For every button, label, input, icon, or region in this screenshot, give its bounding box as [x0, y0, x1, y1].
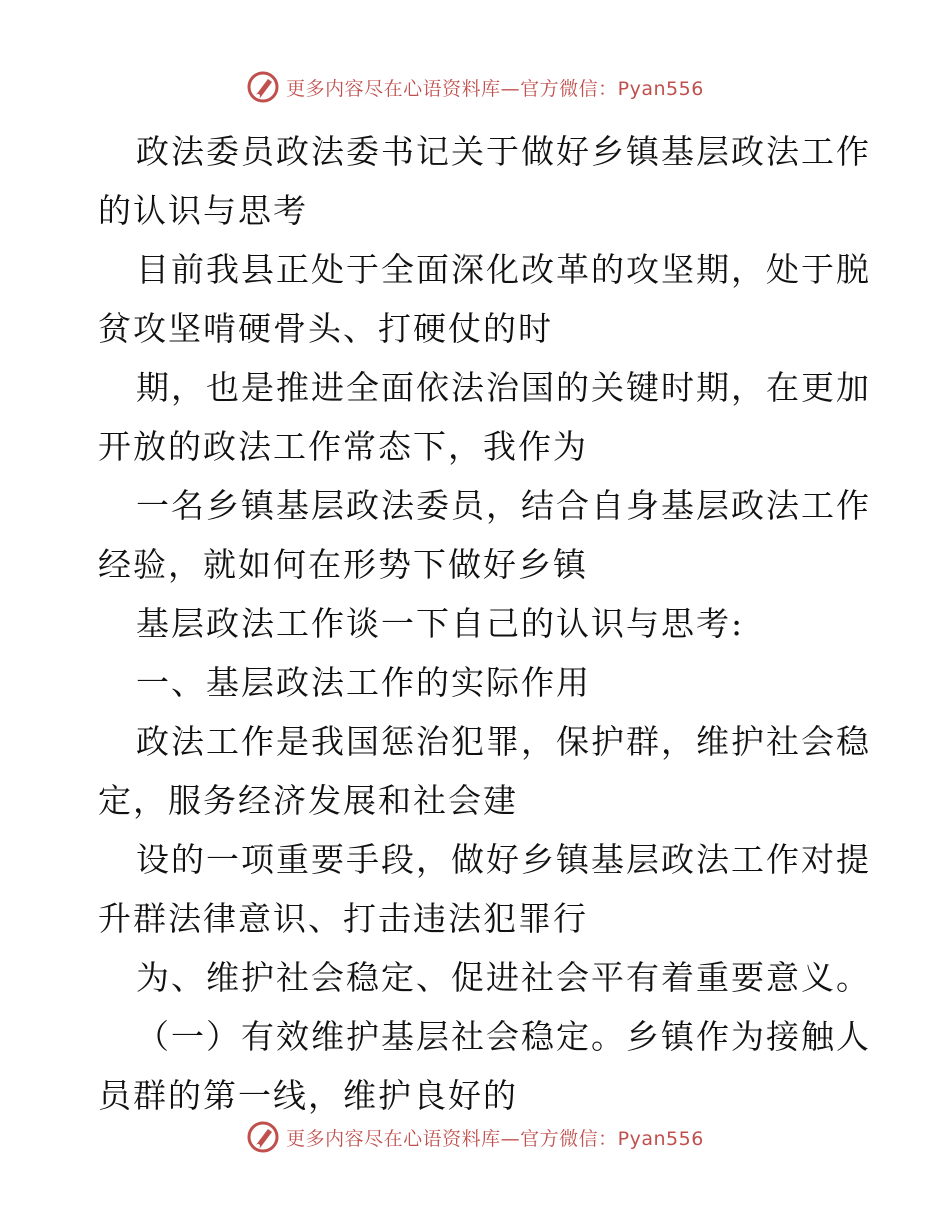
document-line: 升群法律意识、打击违法犯罪行: [98, 899, 588, 938]
document-line: 基层政法工作谈一下自己的认识与思考:: [136, 604, 745, 643]
document-line: （一）有效维护基层社会稳定。乡镇作为接触人: [136, 1017, 871, 1056]
document-line: 期，也是推进全面依法治国的关键时期，在更加: [136, 368, 871, 407]
document-line: 设的一项重要手段，做好乡镇基层政法工作对提: [136, 840, 871, 879]
watermark-text: 更多内容尽在心语资料库—官方微信：Pyan556: [286, 1127, 704, 1150]
document-body: [98, 122, 871, 1125]
document-line: 员群的第一线，维护良好的: [98, 1076, 518, 1115]
pen-circle-logo-icon: [246, 1120, 280, 1154]
document-line: 开放的政法工作常态下，我作为: [98, 427, 588, 466]
document-line: 政法工作是我国惩治犯罪，保护群，维护社会稳: [136, 722, 871, 761]
document-line: 政法委员政法委书记关于做好乡镇基层政法工作: [136, 132, 871, 171]
document-line: 一名乡镇基层政法委员，结合自身基层政法工作: [136, 486, 871, 525]
document-line: 贫攻坚啃硬骨头、打硬仗的时: [98, 309, 553, 348]
pen-circle-logo-icon: [246, 70, 280, 104]
document-line: 为、维护社会稳定、促进社会平有着重要意义。: [136, 958, 871, 997]
document-line: 的认识与思考: [98, 191, 308, 230]
section-heading: 一、基层政法工作的实际作用: [136, 663, 591, 702]
document-line: 目前我县正处于全面深化改革的攻坚期，处于脱: [136, 250, 871, 289]
watermark-text: 更多内容尽在心语资料库—官方微信：Pyan556: [286, 77, 704, 100]
footer-watermark-banner: [0, 1120, 950, 1154]
header-watermark-banner: [0, 70, 950, 104]
document-line: 定，服务经济发展和社会建: [98, 781, 518, 820]
document-line: 经验，就如何在形势下做好乡镇: [98, 545, 588, 584]
